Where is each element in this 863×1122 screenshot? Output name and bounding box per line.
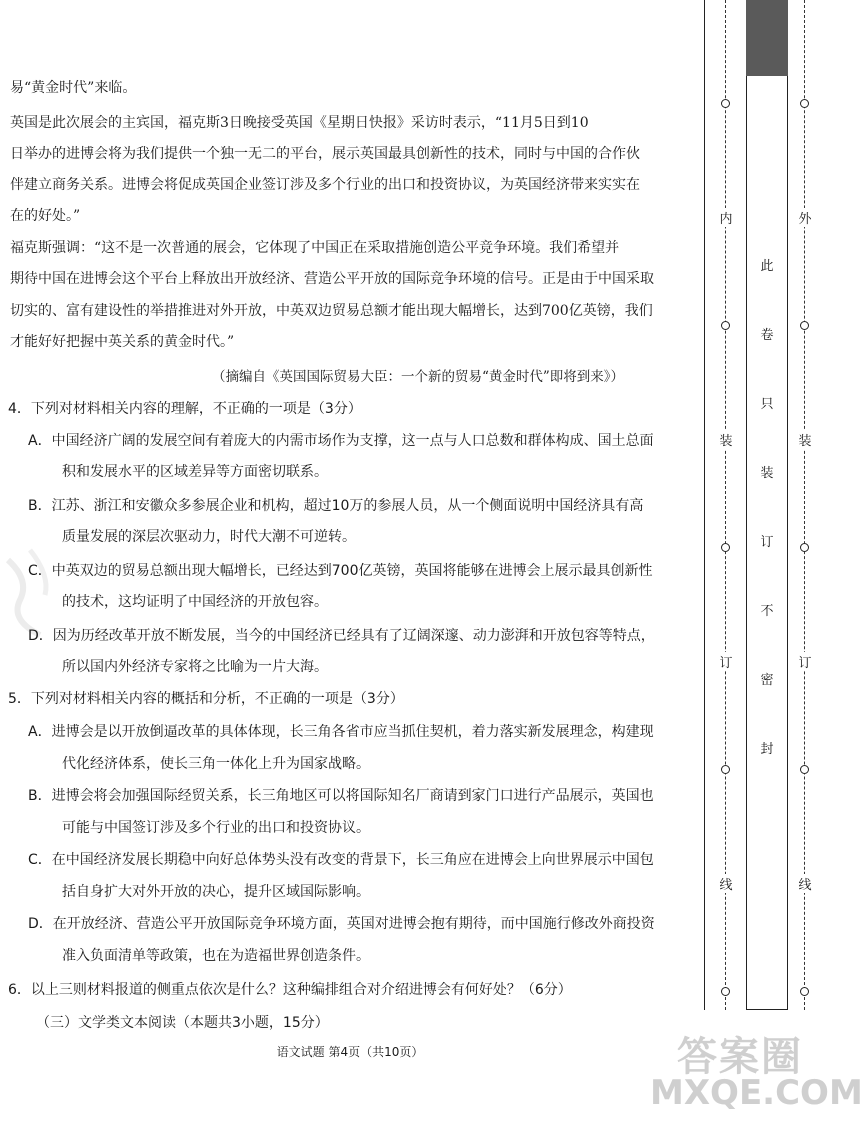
seal-notice-char: 此	[760, 259, 774, 274]
passage-line: 在的好处。”	[10, 208, 81, 224]
seal-notice-char: 密	[760, 673, 774, 688]
q4-option-c-line1: C．中英双边的贸易总额出现大幅增长，已经达到700亿英镑，英国将能够在进博会上展示最具创新性	[28, 563, 653, 579]
binding-hole	[800, 543, 809, 552]
q5-option-a-line2: 代化经济体系，使长三角一体化上升为国家战略。	[62, 756, 370, 772]
q5-option-b-line1: B．进博会将会加强国际经贸关系，长三角地区可以将国际知名厂商请到家门口进行产品展示，英国也	[28, 788, 654, 804]
outer-label: 装	[796, 430, 814, 449]
passage-line: 期待中国在进博会这个平台上释放出开放经济、营造公平开放的国际竞争环境的信号。正是由于中国采取	[10, 271, 654, 287]
passage-line: 日举办的进博会将为我们提供一个独一无二的平台，展示英国最具创新性的技术，同时与中国的合作伙	[10, 146, 640, 162]
seal-notice-char: 封	[760, 742, 774, 757]
q4-option-b-line1: B．江苏、浙江和安徽众多参展企业和机构，超过10万的参展人员，从一个侧面说明中国经济具有高	[28, 498, 644, 514]
q4-option-a-line1: A．中国经济广阔的发展空间有着庞大的内需市场作为支撑，这一点与人口总数和群体构成、国土总面	[28, 433, 654, 449]
q4-option-d-line2: 所以国内外经济专家将之比喻为一片大海。	[62, 659, 328, 675]
passage-source: （摘编自《英国国际贸易大臣：一个新的贸易“黄金时代”即将到来》）	[212, 369, 625, 385]
q5-option-d-line2: 准入负面清单等政策，也在为造福世界创造条件。	[62, 948, 370, 964]
q5-option-c-line2: 括自身扩大对外开放的决心，提升区域国际影响。	[62, 884, 370, 900]
watermark	[650, 1025, 863, 1117]
binding-hole	[721, 987, 730, 996]
q4-option-d-line1: D．因为历经改革开放不断发展，当今的中国经济已经具有了辽阔深邃、动力澎湃和开放包容等特点，	[28, 628, 655, 644]
inner-label: 内	[717, 208, 735, 227]
passage-line: 切实的、富有建设性的举措推进对外开放，中英双边贸易总额才能出现大幅增长，达到700亿英镑，我们	[10, 303, 653, 319]
passage-line: 易“黄金时代”来临。	[10, 80, 137, 96]
inner-label: 订	[717, 652, 735, 671]
q5-option-a-line1: A．进博会是以开放倒逼改革的具体体现，长三角各省市应当抓住契机，着力落实新发展理念，构建现	[28, 724, 654, 740]
outer-label: 订	[796, 652, 814, 671]
q4-option-b-line2: 质量发展的深层次驱动力，时代大潮不可逆转。	[62, 529, 356, 545]
page-footer: 语文试题 第4页（共10页）	[276, 1045, 424, 1059]
binding-hole	[721, 321, 730, 330]
binding-hole	[721, 765, 730, 774]
question-5-stem: 5．下列对材料相关内容的概括和分析，不正确的一项是（3分）	[8, 691, 404, 707]
question-4-stem: 4．下列对材料相关内容的理解，不正确的一项是（3分）	[8, 401, 362, 417]
seal-notice-header	[746, 0, 788, 76]
binding-edge-line	[704, 0, 705, 1010]
binding-hole	[800, 987, 809, 996]
question-6-stem: 6．以上三则材料报道的侧重点依次是什么？这种编排组合对介绍进博会有何好处？（6分）	[8, 982, 572, 998]
seal-notice-char: 不	[760, 604, 774, 619]
binding-hole	[800, 765, 809, 774]
section-title: （三）文学类文本阅读（本题共3小题，15分）	[36, 1015, 329, 1031]
binding-hole	[721, 99, 730, 108]
q5-option-b-line2: 可能与中国签订涉及多个行业的出口和投资协议。	[62, 820, 370, 836]
passage-line: 才能好好把握中英关系的黄金时代。”	[10, 334, 235, 350]
q5-option-d-line1: D．在开放经济、营造公平开放国际竞争环境方面，英国对进博会抱有期待，而中国施行修改外商投资	[28, 916, 655, 932]
seal-notice-char: 只	[760, 397, 774, 412]
outer-dashed-line	[804, 0, 805, 1010]
seal-notice-panel	[746, 0, 788, 1010]
watermark-top: 答案圈	[677, 1034, 803, 1080]
binding-hole	[721, 543, 730, 552]
passage-line: 福克斯强调：“这不是一次普通的展会，它体现了中国正在采取措施创造公平竞争环境。我们希望并	[10, 240, 620, 256]
passage-line: 英国是此次展会的主宾国，福克斯3日晚接受英国《星期日快报》采访时表示，“11月5日到10	[10, 115, 589, 131]
outer-label: 外	[796, 208, 814, 227]
q4-option-a-line2: 积和发展水平的区域差异等方面密切联系。	[62, 464, 328, 480]
passage-line: 伴建立商务关系。进博会将促成英国企业签订涉及多个行业的出口和投资协议，为英国经济带来实实在	[10, 177, 640, 193]
watermark-bottom: MXQE.COM	[650, 1073, 863, 1113]
q5-option-c-line1: C．在中国经济发展长期稳中向好总体势头没有改变的背景下，长三角应在进博会上向世界展示中国包	[28, 852, 654, 868]
inner-dashed-line	[725, 0, 726, 1010]
inner-label: 线	[717, 874, 735, 893]
seal-notice-char: 装	[760, 466, 774, 481]
seal-notice-char: 订	[760, 535, 774, 550]
seal-notice-char: 卷	[760, 328, 774, 343]
binding-hole	[800, 321, 809, 330]
outer-label: 线	[796, 874, 814, 893]
q4-option-c-line2: 的技术，这均证明了中国经济的开放包容。	[62, 594, 328, 610]
inner-label: 装	[717, 430, 735, 449]
binding-hole	[800, 99, 809, 108]
